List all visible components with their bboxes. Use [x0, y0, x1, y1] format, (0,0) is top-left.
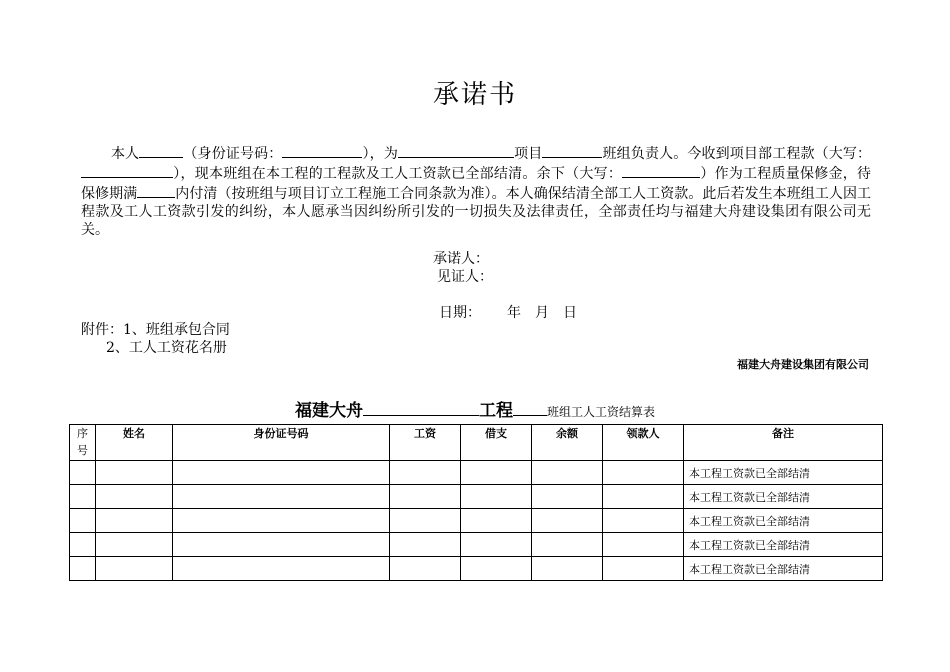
cell-balance[interactable]: [532, 509, 603, 533]
cell-advance[interactable]: [461, 461, 532, 485]
cell-note: 本工程工资款已全部结清: [684, 461, 883, 485]
paragraph-text-4: 项目: [513, 146, 543, 162]
promisor-label: 承诺人：: [433, 251, 489, 267]
project-blank: [398, 143, 514, 158]
cell-seq[interactable]: [70, 533, 96, 557]
table-title: [0, 396, 950, 421]
cell-advance[interactable]: [461, 509, 532, 533]
team-blank: [542, 143, 602, 158]
date-label: 日期：: [439, 305, 481, 321]
cell-seq[interactable]: [70, 485, 96, 509]
cell-recipient[interactable]: [603, 461, 684, 485]
cell-seq[interactable]: [70, 509, 96, 533]
cell-wage[interactable]: [390, 533, 461, 557]
cell-wage[interactable]: [390, 557, 461, 581]
cell-balance[interactable]: [532, 533, 603, 557]
witness-label: 见证人：: [437, 269, 493, 285]
table-row: [70, 557, 883, 581]
cell-recipient[interactable]: [603, 509, 684, 533]
cell-id[interactable]: [173, 461, 390, 485]
warranty-period-blank: [137, 183, 175, 198]
retention-amount-blank: [622, 163, 700, 178]
cell-name[interactable]: [96, 533, 173, 557]
table-row: [70, 533, 883, 557]
cell-balance[interactable]: [532, 557, 603, 581]
cell-recipient[interactable]: [603, 533, 684, 557]
cell-name[interactable]: [96, 461, 173, 485]
attachments-label: 附件：: [81, 322, 123, 338]
paragraph-text-3: ），为: [362, 146, 398, 162]
cell-id[interactable]: [173, 557, 390, 581]
commitment-paragraph: [81, 143, 871, 239]
table-row: [70, 485, 883, 509]
cell-note: 本工程工资款已全部结清: [684, 509, 883, 533]
table-title-mid: 工程: [478, 401, 513, 421]
header-seq-line-1: 序: [77, 427, 88, 440]
paragraph-text-5: 班组负责人。今收到项目部工程款（大写：: [602, 146, 872, 162]
cell-wage[interactable]: [390, 509, 461, 533]
paragraph-text-6: ），现本班组在本工程的工程款及工人工资款已全部结清。余下（大写：: [173, 166, 623, 182]
header-name: 姓名: [96, 425, 173, 461]
attachment-2: 2、工人工资花名册: [106, 340, 227, 356]
attachment-1: 1、班组承包合同: [123, 322, 230, 338]
cell-note: 本工程工资款已全部结清: [684, 533, 883, 557]
table-row: [70, 461, 883, 485]
table-header-row: [70, 425, 883, 461]
cell-name[interactable]: [96, 557, 173, 581]
cell-seq[interactable]: [70, 557, 96, 581]
header-recipient: 领款人: [603, 425, 684, 461]
cell-wage[interactable]: [390, 485, 461, 509]
project-name-blank: [363, 399, 479, 416]
cell-advance[interactable]: [461, 557, 532, 581]
header-note: 备注: [684, 425, 883, 461]
header-id: 身份证号码: [173, 425, 390, 461]
cell-recipient[interactable]: [603, 485, 684, 509]
date-line: [439, 302, 577, 322]
cell-advance[interactable]: [461, 485, 532, 509]
paragraph-text-7: ）作为工程质量保修金，待保修期满: [81, 166, 872, 202]
wage-settlement-table: [69, 424, 883, 581]
cell-id[interactable]: [173, 533, 390, 557]
cell-seq[interactable]: [70, 461, 96, 485]
cell-note: 本工程工资款已全部结清: [684, 485, 883, 509]
company-name: 福建大舟建设集团有限公司: [737, 358, 869, 371]
header-balance: 余额: [532, 425, 603, 461]
cell-id[interactable]: [173, 509, 390, 533]
paragraph-text-2: （身份证号码：: [183, 146, 283, 162]
header-seq-line-2: 号: [77, 444, 88, 457]
date-year: 年: [507, 305, 521, 321]
cell-advance[interactable]: [461, 533, 532, 557]
cell-name[interactable]: [96, 485, 173, 509]
date-day: 日: [563, 305, 577, 321]
cell-recipient[interactable]: [603, 557, 684, 581]
date-month: 月: [535, 305, 549, 321]
cell-name[interactable]: [96, 509, 173, 533]
paragraph-text-8: 内付清（按班组与项目订立工程施工合同条款为准）。本人确保结清全部工人工资款。此后若发生本班组工人因工程款及工人工资款引发的纠纷，本人愿承当因纠纷所引发的一切损失及法律责任，全部责任均与福建大舟建设集团有限公司无关。: [81, 186, 872, 238]
id-number-blank: [282, 143, 362, 158]
amount-received-blank: [81, 163, 173, 178]
paragraph-text-1: 本人: [111, 146, 140, 162]
cell-id[interactable]: [173, 485, 390, 509]
table-title-prefix: 福建大舟: [294, 401, 363, 421]
table-row: [70, 509, 883, 533]
header-advance: 借支: [461, 425, 532, 461]
document-title: 承诺书: [432, 80, 517, 110]
cell-balance[interactable]: [532, 485, 603, 509]
cell-wage[interactable]: [390, 461, 461, 485]
team-name-blank: [513, 399, 547, 416]
header-seq: [70, 425, 96, 461]
table-title-suffix: 班组工人工资结算表: [546, 405, 655, 419]
attachment-line-1: [81, 319, 230, 339]
header-wage: 工资: [390, 425, 461, 461]
cell-note: 本工程工资款已全部结清: [684, 557, 883, 581]
name-blank: [139, 143, 183, 158]
cell-balance[interactable]: [532, 461, 603, 485]
